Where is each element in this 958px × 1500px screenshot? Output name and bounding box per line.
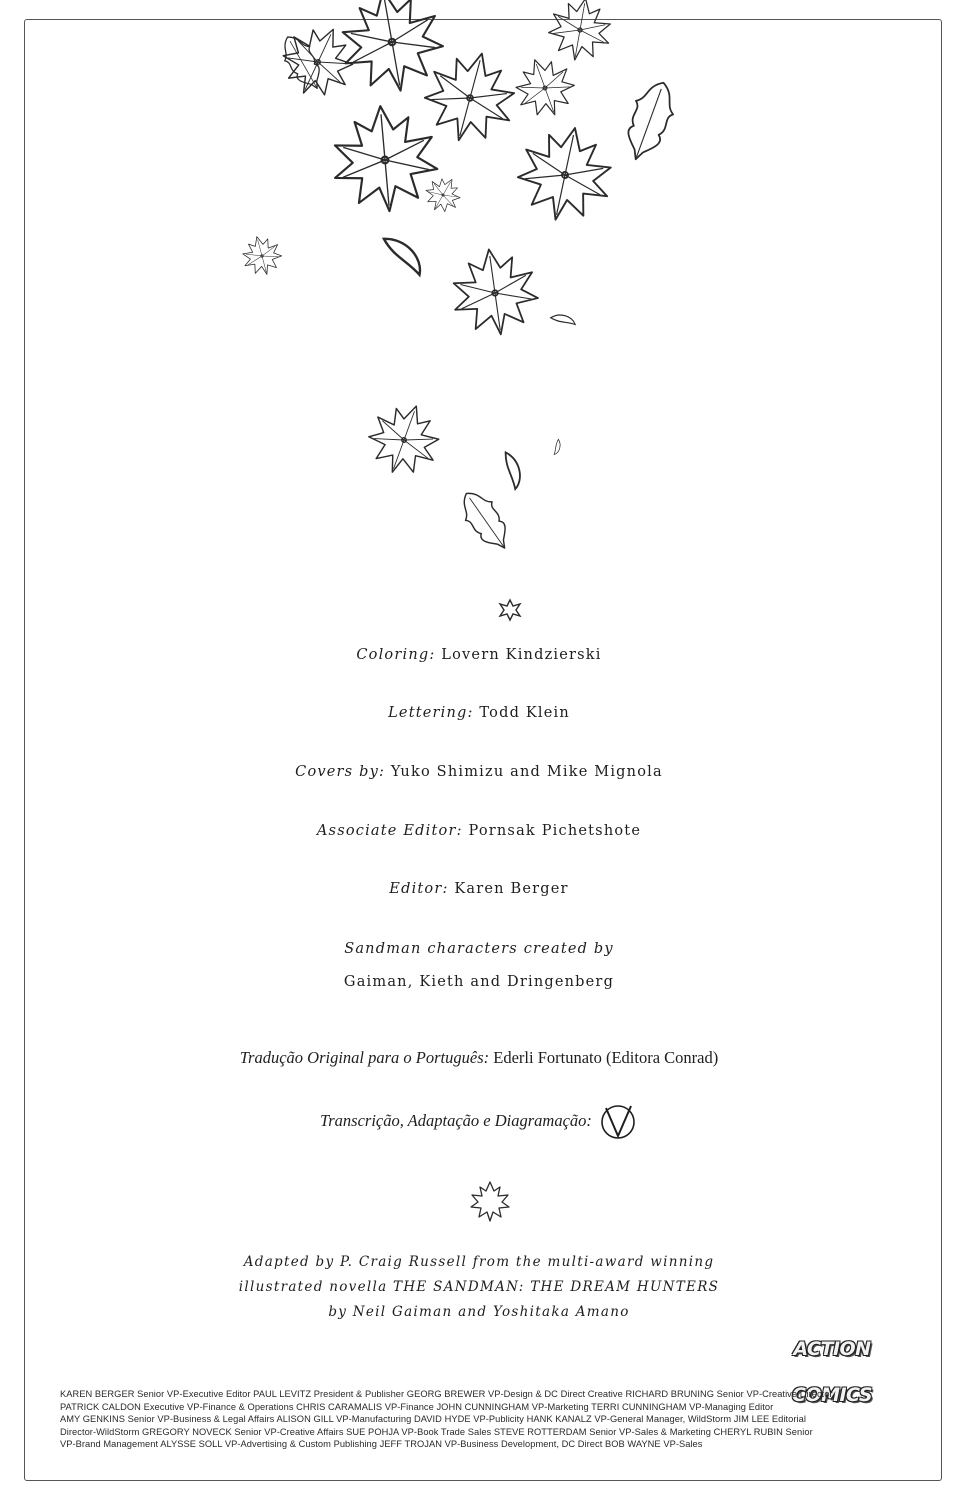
small-maple-leaf-icon [420,171,467,218]
staff-row: AMY GENKINS Senior VP-Business & Legal Affairs ALISON GILL VP-Manufacturing DAVID HYDE VP-Publicity HANK KANALZ VP-General Manager, WildStorm JIM LEE Editorial [60,1414,806,1425]
credit-coloring [0,647,958,663]
curled-leaf-icon [548,439,564,455]
adaptation-line: by Neil Gaiman and Yoshitaka Amano [328,1304,630,1320]
staff-row: PATRICK CALDON Executive VP-Finance & Operations CHRIS CARAMALIS VP-Finance JOHN CUNNINGHAM VP-Marketing TERRI CUNNINGHAM VP-Managing Editor [60,1401,774,1412]
credit-name: Lovern Kindzierski [441,647,602,663]
maple-leaf-icon [545,0,616,65]
staff-list [60,1388,920,1451]
maple-leaf-icon [329,102,440,216]
oak-leaf-icon [617,76,682,166]
curled-leaf-icon [551,308,576,334]
transcription-credit [0,1102,958,1142]
curled-leaf-icon [384,234,421,280]
credit-associate-editor [0,823,958,839]
credit-name: Yuko Shimizu and Mike Mignola [390,764,663,780]
staff-row: Director-WildStorm GREGORY NOVECK Senior VP-Creative Affairs SUE POHJA VP-Book Trade Sales STEVE ROTTERDAM Senior VP-Sales & Marketing CHERYL RUBIN Senior [60,1426,813,1437]
adaptation-line: Adapted by P. Craig Russell from the multi-award winning [243,1254,715,1270]
maple-leaf-icon [511,119,620,230]
maple-leaf-icon [470,1180,510,1224]
credit-name: Todd Klein [479,705,570,721]
characters-created-label: Sandman characters created by [344,941,614,957]
translation-value: Ederli Fortunato (Editora Conrad) [493,1048,719,1067]
credit-role: Coloring: [356,647,436,663]
credit-role: Covers by: [295,764,386,780]
credit-lettering [0,705,958,721]
translation-label: Tradução Original para o Português: [239,1048,490,1067]
curled-leaf-icon [495,452,527,489]
credit-role: Editor: [389,881,449,897]
maple-leaf-icon [360,394,448,483]
staff-row: VP-Brand Management ALYSSE SOLL VP-Advertising & Custom Publishing JEFF TROJAN VP-Business Development, DC Direct BOB WAYNE VP-Sales [60,1439,703,1450]
credit-editor [0,881,958,897]
falling-leaves-illustration [0,0,958,640]
maple-leaf-icon [334,0,449,99]
small-leaf-icon [500,600,520,620]
credit-role: Lettering: [388,705,474,721]
action-comics-logo: ACTION COMICS [791,1338,873,1406]
credit-name: Karen Berger [454,881,569,897]
maple-leaf-icon [447,244,542,341]
oak-leaf-icon [453,484,518,557]
credit-role: Associate Editor: [316,823,463,839]
adaptation-credit [0,1250,958,1325]
transcription-label: Transcrição, Adaptação e Diagramação: [319,1110,592,1130]
translation-credit [0,1048,958,1068]
staff-row: KAREN BERGER Senior VP-Executive Editor PAUL LEVITZ President & Publisher GEORG BREWER VP-Design & DC Direct Creative RICHARD BRUNING Senior VP-Creative Director [60,1389,833,1399]
credit-covers [0,764,958,780]
adaptation-line: illustrated novella THE SANDMAN: THE DREAM HUNTERS [238,1279,720,1295]
maple-leaf-icon [416,42,524,151]
maple-leaf-icon [508,50,582,124]
characters-created-names: Gaiman, Kieth and Dringenberg [343,974,615,990]
v-circle-icon [598,1102,638,1142]
small-maple-leaf-icon [238,232,285,280]
credit-name: Pornsak Pichetshote [468,823,642,839]
